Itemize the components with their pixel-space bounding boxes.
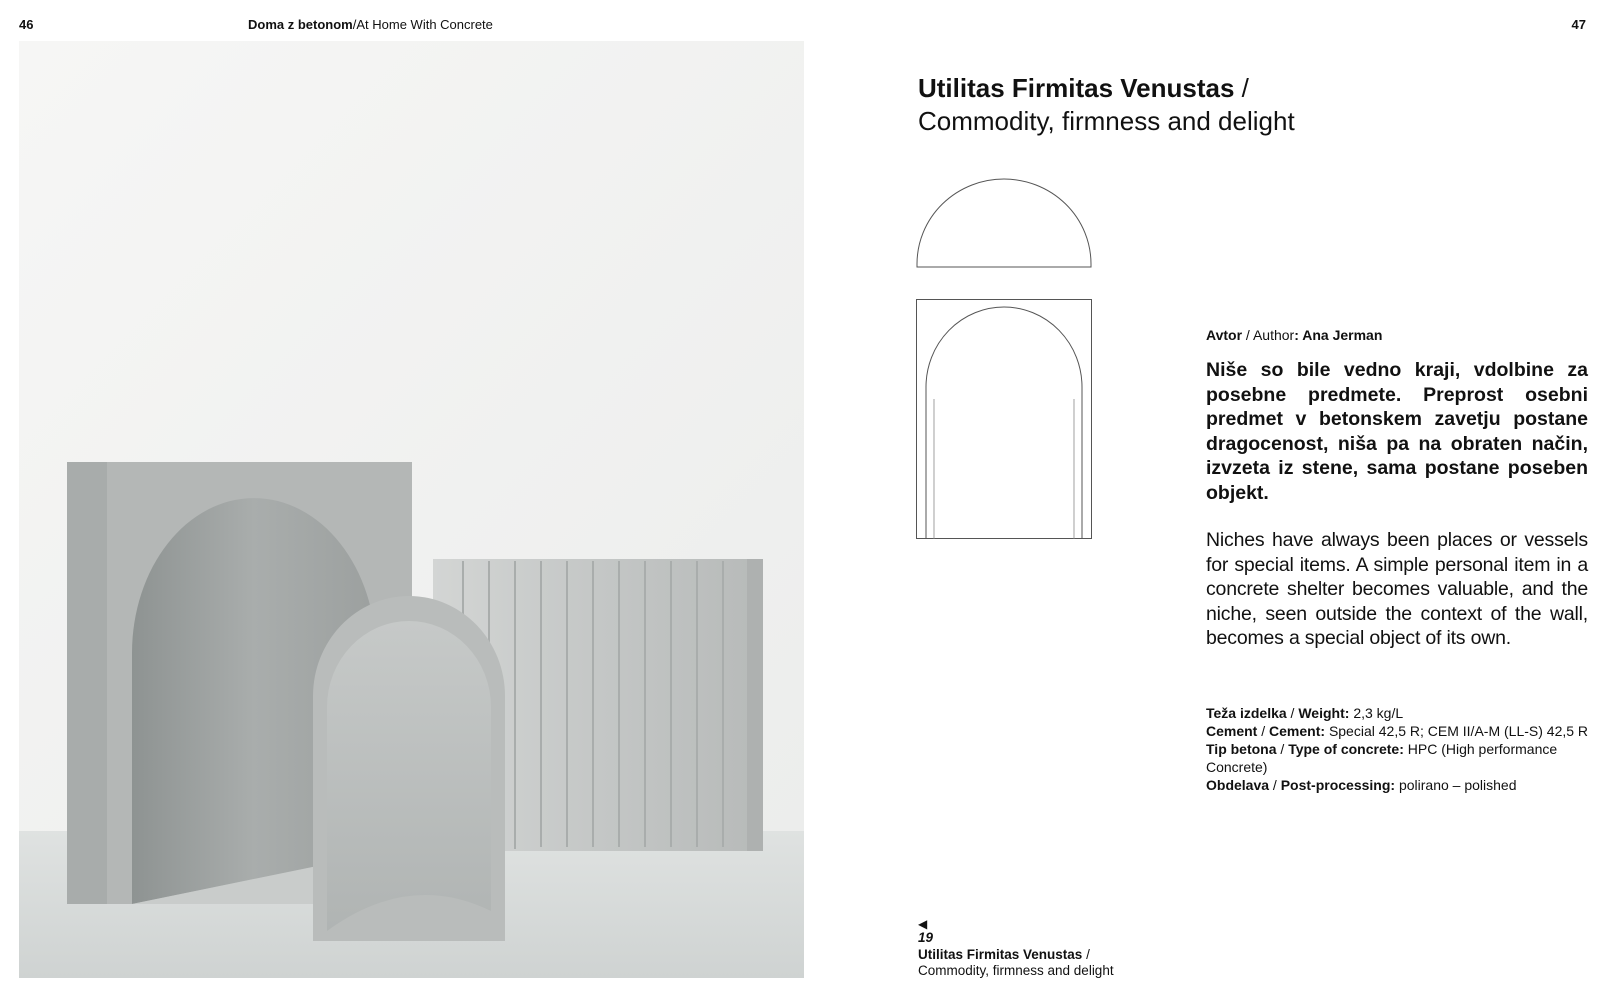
footer-reference: [918, 916, 1114, 980]
footer-ref-title-en: Commodity, firmness and delight: [918, 963, 1114, 978]
running-head-regular: At Home With Concrete: [356, 17, 493, 32]
running-head: [248, 17, 493, 32]
author-label-en: Author: [1252, 327, 1295, 343]
spec-row: Teža izdelka / Weight: 2,3 kg/L: [1206, 705, 1404, 721]
spec-value: HPC (High performance Concrete): [1206, 741, 1558, 775]
title-sep: /: [1234, 73, 1249, 103]
author-name: Ana Jerman: [1302, 327, 1383, 343]
article-title: [918, 72, 1295, 138]
spec-label-en: Weight:: [1298, 705, 1350, 721]
concrete-niche-objects-photo: [19, 41, 804, 978]
spec-value: Special 42,5 R; CEM II/A-M (LL-S) 42,5 R: [1328, 723, 1589, 739]
running-head-bold: Doma z betonom: [248, 17, 353, 32]
spec-row: Tip betona / Type of concrete: HPC (High performance Concrete): [1206, 741, 1558, 775]
specs-list: [1206, 704, 1596, 794]
running-head-sep: /: [352, 17, 357, 32]
footer-ref-number: 19: [918, 930, 934, 945]
author-sep: /: [1242, 327, 1253, 343]
spec-label-en: Cement:: [1269, 723, 1326, 739]
niche-front-elevation-diagram: [916, 299, 1092, 539]
spec-label-sl: Teža izdelka: [1206, 705, 1287, 721]
author-label-sl: Avtor: [1206, 327, 1243, 343]
footer-ref-title-sl: Utilitas Firmitas Venustas: [918, 946, 1083, 962]
spec-value: polirano – polished: [1398, 777, 1517, 793]
lead-text-english: Niches have always been places or vessels for special items. A simple personal item in a concrete shelter becomes valuable, and the niche, seen outside the context of the wall, becomes a special object of its own.: [1206, 529, 1588, 649]
back-arrow-icon: ◀: [918, 917, 928, 931]
author-colon: :: [1294, 327, 1303, 343]
page-number-right: 47: [1571, 17, 1586, 32]
spec-row: Obdelava / Post-processing: polirano – polished: [1206, 777, 1517, 793]
title-en: Commodity, firmness and delight: [918, 106, 1295, 136]
title-sl: Utilitas Firmitas Venustas: [918, 73, 1235, 103]
footer-ref-title-sep: /: [1082, 946, 1090, 962]
half-round-section-diagram: [916, 178, 1092, 268]
lead-text-slovenian: Niše so bile vedno kraji, vdolbine za posebne predmete. Preprost osebni predmet v betonskem zavetju postane dragocenost, niša pa na obraten način, izvzeta iz stene, sama postane poseben objekt.: [1206, 359, 1588, 504]
spec-label-sl: Tip betona: [1206, 741, 1277, 757]
spec-value: 2,3 kg/L: [1353, 705, 1404, 721]
spec-row: Cement / Cement: Special 42,5 R; CEM II/A-M (LL-S) 42,5 R: [1206, 723, 1589, 739]
spec-label-en: Post-processing:: [1280, 777, 1396, 793]
spec-label-sl: Obdelava: [1206, 777, 1270, 793]
spec-label-sl: Cement: [1206, 723, 1258, 739]
author-line: [1206, 327, 1382, 343]
spec-label-en: Type of concrete:: [1288, 741, 1404, 757]
page-number-left: 46: [19, 17, 34, 32]
